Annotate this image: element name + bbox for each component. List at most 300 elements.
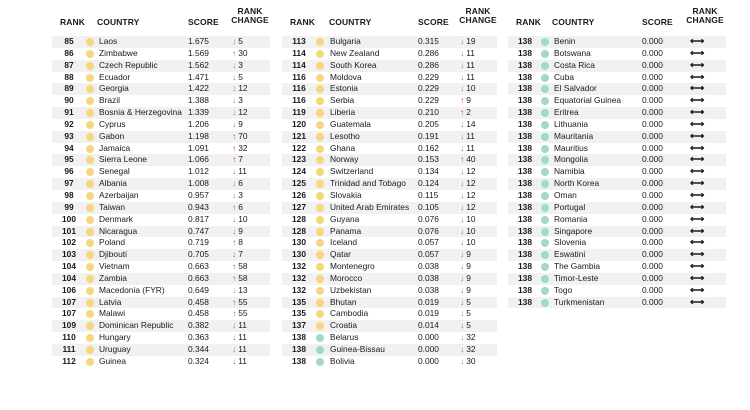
- yellow-dot-icon: [86, 322, 94, 330]
- header-rank-change: [456, 7, 500, 25]
- score-cell: 1.012: [188, 166, 209, 177]
- yellow-dot-icon: [86, 251, 94, 259]
- yellow-dot-icon: [86, 358, 94, 366]
- double-arrow-icon: ⟷: [690, 189, 705, 201]
- rank-change-cell: [232, 72, 243, 84]
- rank-cell: 107: [62, 296, 76, 307]
- yellow-dot-icon: [86, 204, 94, 212]
- score-cell: 0.000: [642, 213, 663, 224]
- change-value: 11: [238, 343, 247, 354]
- country-cell: New Zealand: [330, 47, 380, 58]
- change-value: 58: [238, 272, 248, 283]
- table-row: [52, 48, 270, 60]
- country-cell: North Korea: [554, 178, 600, 189]
- table-row: [282, 273, 497, 285]
- green-dot-icon: [316, 334, 324, 342]
- yellow-dot-icon: [316, 228, 324, 236]
- rank-cell: 138: [292, 355, 306, 366]
- table-row: [282, 249, 497, 261]
- score-cell: 0.000: [642, 189, 663, 200]
- rank-cell: 130: [292, 237, 306, 248]
- header-change-line2: CHANGE: [686, 15, 724, 25]
- table-row: [282, 226, 497, 238]
- yellow-dot-icon: [316, 322, 324, 330]
- score-cell: 0.315: [418, 36, 439, 46]
- table-row: [282, 107, 497, 119]
- change-value: 5: [466, 296, 471, 307]
- rank-cell: 128: [292, 213, 306, 224]
- rank-change-cell: [690, 237, 706, 249]
- rank-cell: 110: [62, 332, 76, 343]
- arrow-up-icon: ↑: [232, 308, 237, 319]
- green-dot-icon: [541, 50, 549, 58]
- arrow-down-icon: ↓: [460, 166, 465, 177]
- yellow-dot-icon: [316, 299, 324, 307]
- yellow-dot-icon: [316, 263, 324, 271]
- change-value: 32: [238, 142, 248, 153]
- arrow-up-icon: ↑: [232, 130, 237, 141]
- score-cell: 0.747: [188, 225, 209, 236]
- table-row: [508, 72, 726, 84]
- yellow-dot-icon: [86, 50, 94, 58]
- arrow-down-icon: ↓: [460, 47, 465, 58]
- table-row: [52, 237, 270, 249]
- yellow-dot-icon: [316, 239, 324, 247]
- rank-change-cell: [460, 261, 471, 273]
- score-cell: 0.205: [418, 118, 439, 129]
- rank-change-cell: [232, 83, 248, 95]
- score-cell: 0.000: [642, 284, 663, 295]
- table-row: [282, 214, 497, 226]
- rank-cell: 126: [292, 189, 306, 200]
- rank-change-cell: [460, 154, 476, 166]
- change-value: 14: [466, 118, 476, 129]
- double-arrow-icon: ⟷: [690, 118, 705, 130]
- rank-change-cell: [232, 344, 247, 356]
- score-cell: 1.339: [188, 107, 209, 118]
- table-row: [282, 320, 497, 332]
- rank-change-cell: [232, 285, 248, 297]
- arrow-down-icon: ↓: [460, 320, 465, 331]
- arrow-up-icon: ↑: [460, 95, 465, 106]
- rank-change-cell: [690, 285, 706, 297]
- table-row: [282, 297, 497, 309]
- change-value: 9: [466, 284, 471, 295]
- double-arrow-icon: ⟷: [690, 71, 705, 83]
- yellow-dot-icon: [316, 97, 324, 105]
- rank-change-cell: [690, 60, 706, 72]
- score-cell: 0.229: [418, 71, 439, 82]
- country-cell: South Korea: [330, 59, 377, 70]
- arrow-up-icon: ↑: [232, 154, 237, 165]
- change-value: 11: [466, 47, 475, 58]
- table-row: [282, 308, 497, 320]
- green-dot-icon: [541, 216, 549, 224]
- yellow-dot-icon: [316, 168, 324, 176]
- change-value: 9: [238, 118, 243, 129]
- rank-change-cell: [232, 237, 243, 249]
- country-cell: Belarus: [330, 332, 359, 343]
- country-cell: Hungary: [99, 332, 131, 343]
- rank-cell: 138: [518, 178, 532, 189]
- country-cell: Estonia: [330, 83, 358, 94]
- rank-cell: 138: [518, 189, 532, 200]
- score-cell: 0.286: [418, 59, 439, 70]
- table-row: [508, 154, 726, 166]
- double-arrow-icon: ⟷: [690, 284, 705, 296]
- rank-change-cell: [460, 320, 471, 332]
- header-change-line1: RANK: [692, 6, 718, 16]
- yellow-dot-icon: [86, 156, 94, 164]
- rank-cell: 138: [518, 59, 532, 70]
- table-row: [52, 332, 270, 344]
- country-cell: Zimbabwe: [99, 47, 138, 58]
- country-cell: Mongolia: [554, 154, 588, 165]
- score-cell: 0.162: [418, 142, 439, 153]
- double-arrow-icon: ⟷: [690, 130, 705, 142]
- rank-cell: 130: [292, 249, 306, 260]
- table-row: [282, 119, 497, 131]
- rank-cell: 96: [64, 166, 74, 177]
- country-cell: Denmark: [99, 213, 133, 224]
- score-cell: 0.649: [188, 284, 209, 295]
- table-row: [52, 107, 270, 119]
- country-cell: Oman: [554, 189, 577, 200]
- score-cell: 0.000: [642, 130, 663, 141]
- arrow-down-icon: ↓: [460, 201, 465, 212]
- header-country: COUNTRY: [329, 17, 372, 27]
- green-dot-icon: [541, 109, 549, 117]
- yellow-dot-icon: [86, 346, 94, 354]
- table-row: [282, 178, 497, 190]
- yellow-dot-icon: [86, 85, 94, 93]
- rank-cell: 91: [64, 107, 74, 118]
- country-cell: Qatar: [330, 249, 351, 260]
- rank-change-cell: [690, 154, 706, 166]
- arrow-up-icon: ↑: [232, 47, 237, 58]
- country-cell: Costa Rica: [554, 59, 595, 70]
- table-row: [508, 48, 726, 60]
- score-cell: 0.000: [642, 237, 663, 248]
- score-cell: 0.458: [188, 308, 209, 319]
- score-cell: 0.000: [642, 249, 663, 260]
- rank-change-cell: [460, 60, 475, 72]
- yellow-dot-icon: [316, 192, 324, 200]
- table-row: [52, 261, 270, 273]
- change-value: 10: [466, 83, 476, 94]
- country-cell: Latvia: [99, 296, 122, 307]
- country-cell: Brazil: [99, 95, 120, 106]
- change-value: 8: [238, 237, 243, 248]
- score-cell: 0.191: [418, 130, 439, 141]
- green-dot-icon: [316, 346, 324, 354]
- double-arrow-icon: ⟷: [690, 166, 705, 178]
- rank-cell: 138: [518, 272, 532, 283]
- score-cell: 0.000: [642, 59, 663, 70]
- yellow-dot-icon: [316, 251, 324, 259]
- country-cell: Zambia: [99, 272, 127, 283]
- rank-change-cell: [232, 107, 248, 119]
- green-dot-icon: [541, 204, 549, 212]
- arrow-up-icon: ↑: [232, 296, 237, 307]
- yellow-dot-icon: [86, 216, 94, 224]
- table-row: [508, 178, 726, 190]
- arrow-down-icon: ↓: [460, 189, 465, 200]
- country-cell: Georgia: [99, 83, 129, 94]
- country-cell: Croatia: [330, 320, 357, 331]
- rank-cell: 119: [292, 107, 306, 118]
- table-row: [508, 249, 726, 261]
- double-arrow-icon: ⟷: [690, 225, 705, 237]
- country-cell: Bhutan: [330, 296, 357, 307]
- table-row: [282, 95, 497, 107]
- change-value: 55: [238, 308, 248, 319]
- country-cell: Slovenia: [554, 237, 587, 248]
- country-cell: Namibia: [554, 166, 585, 177]
- change-value: 9: [466, 249, 471, 260]
- table-row: [282, 237, 497, 249]
- green-dot-icon: [541, 145, 549, 153]
- score-cell: 0.000: [642, 107, 663, 118]
- score-cell: 0.229: [418, 83, 439, 94]
- rank-cell: 94: [64, 142, 74, 153]
- table-row: [52, 83, 270, 95]
- rank-change-cell: [460, 214, 476, 226]
- double-arrow-icon: ⟷: [690, 296, 705, 308]
- yellow-dot-icon: [316, 62, 324, 70]
- change-value: 6: [238, 178, 243, 189]
- rank-cell: 107: [62, 308, 76, 319]
- rank-change-cell: [690, 131, 706, 143]
- rank-cell: 138: [518, 95, 532, 106]
- table-row: [52, 60, 270, 72]
- score-cell: 0.019: [418, 296, 439, 307]
- change-value: 10: [238, 213, 248, 224]
- rank-change-cell: [690, 214, 706, 226]
- rank-cell: 138: [292, 343, 306, 354]
- rank-change-cell: [460, 202, 476, 214]
- green-dot-icon: [541, 299, 549, 307]
- rank-cell: 97: [64, 178, 74, 189]
- score-cell: 0.038: [418, 261, 439, 272]
- header-change-line1: RANK: [237, 6, 263, 16]
- arrow-up-icon: ↑: [232, 261, 237, 272]
- rank-change-cell: [460, 83, 476, 95]
- yellow-dot-icon: [86, 228, 94, 236]
- arrow-down-icon: ↓: [232, 189, 237, 200]
- double-arrow-icon: ⟷: [690, 249, 705, 261]
- yellow-dot-icon: [316, 287, 324, 295]
- change-value: 3: [238, 59, 243, 70]
- table-header: [52, 0, 270, 34]
- rank-change-cell: [460, 72, 475, 84]
- arrow-down-icon: ↓: [460, 130, 465, 141]
- table-row: [52, 202, 270, 214]
- header-rank: RANK: [290, 17, 315, 27]
- rank-change-cell: [232, 48, 248, 60]
- score-cell: 0.000: [642, 154, 663, 165]
- green-dot-icon: [541, 85, 549, 93]
- table-row: [52, 344, 270, 356]
- rank-change-cell: [232, 190, 243, 202]
- change-value: 12: [466, 166, 476, 177]
- green-dot-icon: [541, 133, 549, 141]
- score-cell: 0.019: [418, 308, 439, 319]
- double-arrow-icon: ⟷: [690, 261, 705, 273]
- arrow-up-icon: ↑: [232, 201, 237, 212]
- yellow-dot-icon: [86, 145, 94, 153]
- yellow-dot-icon: [316, 180, 324, 188]
- yellow-dot-icon: [316, 50, 324, 58]
- rank-change-cell: [232, 166, 247, 178]
- score-cell: 0.000: [642, 178, 663, 189]
- country-cell: Nicaragua: [99, 225, 138, 236]
- arrow-down-icon: ↓: [232, 107, 237, 118]
- rank-cell: 116: [292, 83, 306, 94]
- table-row: [508, 107, 726, 119]
- rank-cell: 95: [64, 154, 74, 165]
- rank-change-cell: [232, 273, 248, 285]
- table-row: [52, 285, 270, 297]
- yellow-dot-icon: [316, 204, 324, 212]
- table-row: [282, 143, 497, 155]
- rank-cell: 132: [292, 261, 306, 272]
- score-cell: 0.363: [188, 332, 209, 343]
- score-cell: 0.957: [188, 189, 209, 200]
- arrow-down-icon: ↓: [232, 355, 237, 366]
- arrow-down-icon: ↓: [460, 355, 465, 366]
- change-value: 11: [238, 166, 247, 177]
- country-cell: Laos: [99, 36, 118, 46]
- arrow-down-icon: ↓: [232, 71, 237, 82]
- rank-change-cell: [690, 143, 706, 155]
- header-change-line2: CHANGE: [459, 15, 497, 25]
- score-cell: 0.000: [418, 355, 439, 366]
- table-row: [52, 119, 270, 131]
- header-rank: RANK: [516, 17, 541, 27]
- change-value: 70: [238, 130, 248, 141]
- change-value: 12: [466, 201, 476, 212]
- arrow-up-icon: ↑: [232, 272, 237, 283]
- score-cell: 0.000: [418, 332, 439, 343]
- country-cell: Serbia: [330, 95, 355, 106]
- rank-change-cell: [460, 356, 476, 368]
- rank-change-cell: [460, 273, 471, 285]
- score-cell: 0.014: [418, 320, 439, 331]
- score-cell: 0.153: [418, 154, 439, 165]
- country-cell: Togo: [554, 284, 573, 295]
- score-cell: 0.719: [188, 237, 209, 248]
- score-cell: 0.663: [188, 261, 209, 272]
- change-value: 55: [238, 296, 248, 307]
- score-cell: 1.562: [188, 59, 209, 70]
- country-cell: Portugal: [554, 201, 586, 212]
- arrow-down-icon: ↓: [460, 83, 465, 94]
- rank-change-cell: [232, 356, 247, 368]
- rank-change-cell: [232, 143, 248, 155]
- header-rank-change: [683, 7, 727, 25]
- score-cell: 0.000: [642, 201, 663, 212]
- yellow-dot-icon: [86, 133, 94, 141]
- yellow-dot-icon: [86, 275, 94, 283]
- country-cell: Ghana: [330, 142, 356, 153]
- change-value: 3: [238, 189, 243, 200]
- rank-change-cell: [690, 190, 706, 202]
- green-dot-icon: [541, 180, 549, 188]
- rank-change-cell: [460, 95, 471, 107]
- rank-cell: 86: [64, 47, 74, 58]
- rank-cell: 88: [64, 71, 74, 82]
- arrow-up-icon: ↑: [460, 154, 465, 165]
- yellow-dot-icon: [86, 74, 94, 82]
- arrow-down-icon: ↓: [460, 308, 465, 319]
- change-value: 19: [466, 36, 476, 46]
- change-value: 13: [238, 284, 248, 295]
- country-cell: Jamaica: [99, 142, 131, 153]
- change-value: 5: [238, 71, 243, 82]
- yellow-dot-icon: [86, 38, 94, 46]
- country-cell: Botswana: [554, 47, 591, 58]
- table-row: [282, 83, 497, 95]
- yellow-dot-icon: [316, 109, 324, 117]
- arrow-up-icon: ↑: [460, 107, 465, 118]
- rank-change-cell: [460, 344, 476, 356]
- country-cell: The Gambia: [554, 261, 601, 272]
- header-score: SCORE: [188, 17, 219, 27]
- rank-change-cell: [690, 178, 706, 190]
- change-value: 2: [466, 107, 471, 118]
- rank-cell: 106: [62, 284, 76, 295]
- table-row: [282, 72, 497, 84]
- yellow-dot-icon: [86, 109, 94, 117]
- country-cell: Montenegro: [330, 261, 375, 272]
- score-cell: 0.000: [642, 296, 663, 307]
- rank-change-cell: [232, 36, 243, 48]
- country-cell: Sierra Leone: [99, 154, 147, 165]
- rank-cell: 112: [62, 355, 76, 366]
- table-row: [282, 285, 497, 297]
- change-value: 40: [466, 154, 476, 165]
- score-cell: 0.000: [642, 95, 663, 106]
- rank-cell: 138: [518, 142, 532, 153]
- green-dot-icon: [541, 251, 549, 259]
- rank-cell: 90: [64, 95, 74, 106]
- rank-change-cell: [232, 261, 248, 273]
- country-cell: Mauritania: [554, 130, 594, 141]
- table-row: [52, 131, 270, 143]
- country-cell: Cyprus: [99, 118, 126, 129]
- arrow-down-icon: ↓: [232, 95, 237, 106]
- arrow-down-icon: ↓: [232, 213, 237, 224]
- double-arrow-icon: ⟷: [690, 59, 705, 71]
- table-row: [508, 119, 726, 131]
- green-dot-icon: [541, 74, 549, 82]
- score-cell: 0.663: [188, 272, 209, 283]
- score-cell: 0.038: [418, 284, 439, 295]
- rank-cell: 138: [518, 284, 532, 295]
- table-row: [508, 226, 726, 238]
- rank-cell: 93: [64, 130, 74, 141]
- rank-change-cell: [690, 83, 706, 95]
- rank-change-cell: [690, 72, 706, 84]
- score-cell: 1.206: [188, 118, 209, 129]
- rank-cell: 128: [292, 225, 306, 236]
- table-row: [282, 166, 497, 178]
- rank-cell: 135: [292, 308, 306, 319]
- change-value: 11: [466, 142, 475, 153]
- arrow-down-icon: ↓: [232, 83, 237, 94]
- arrow-down-icon: ↓: [460, 272, 465, 283]
